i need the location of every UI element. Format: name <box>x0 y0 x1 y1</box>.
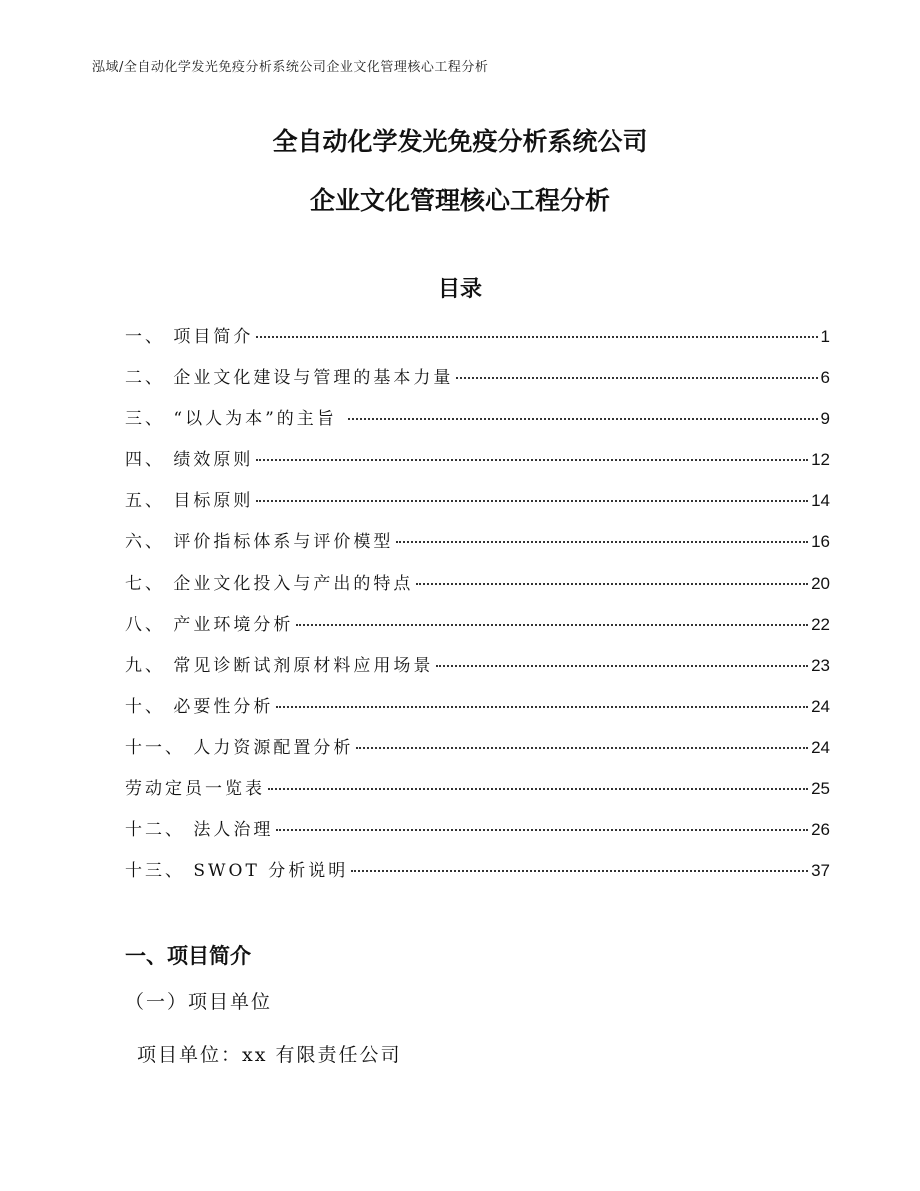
toc-entry-page: 25 <box>811 779 830 799</box>
toc-heading: 目录 <box>437 277 482 302</box>
toc-entry-page: 9 <box>820 409 830 429</box>
toc-entry-number: 七、 <box>125 573 174 594</box>
toc-entry-number: 六、 <box>125 532 174 553</box>
toc-entry-label: 常见诊断试剂原材料应用场景 <box>173 655 434 676</box>
toc-entry-page: 6 <box>820 368 830 388</box>
toc-entry-page: 14 <box>811 491 830 511</box>
section-heading: 一、项目简介 <box>125 944 251 968</box>
toc-entry-label: 人力资源配置分析 <box>193 737 354 758</box>
toc-entry-label: 企业文化建设与管理的基本力量 <box>173 368 454 389</box>
toc-entry-page: 26 <box>811 820 830 840</box>
toc-entry[interactable] <box>125 733 830 774</box>
toc-entry-number: 十一、 <box>125 737 194 758</box>
toc-entry[interactable] <box>125 404 830 445</box>
toc-entry-number: 八、 <box>125 614 174 635</box>
toc-entry-number: 一、 <box>125 327 174 347</box>
toc-entry-page: 1 <box>820 327 830 346</box>
toc-entry-label: 评价指标体系与评价模型 <box>173 532 394 553</box>
toc-leader-dots <box>276 829 808 831</box>
toc-entry[interactable] <box>125 651 830 692</box>
toc-entry[interactable] <box>125 610 830 651</box>
toc-entry-label: 企业文化投入与产出的特点 <box>173 573 414 594</box>
toc-leader-dots <box>456 377 817 379</box>
toc-entry[interactable] <box>125 445 830 486</box>
toc-leader-dots <box>416 583 808 585</box>
toc-entry-label: 项目简介 <box>173 327 254 347</box>
toc-entry-page: 24 <box>811 696 830 716</box>
toc-entry-page: 12 <box>811 450 830 470</box>
toc-leader-dots <box>351 870 808 872</box>
toc-entry-page: 23 <box>811 655 830 675</box>
toc-entry-page: 16 <box>811 532 830 552</box>
toc-entry-label: 目标原则 <box>173 491 254 512</box>
toc-entry[interactable] <box>125 692 830 733</box>
toc-entry-number: 四、 <box>125 450 174 471</box>
toc-entry[interactable] <box>125 774 830 815</box>
subsection-heading: （一）项目单位 <box>125 991 273 1013</box>
toc-leader-dots <box>268 788 808 790</box>
toc-entry-page: 20 <box>811 573 830 593</box>
toc-entry-label: 法人治理 <box>193 820 274 841</box>
toc-leader-dots <box>256 336 817 338</box>
toc-entry-number: 九、 <box>125 655 174 676</box>
running-header: 泓域/全自动化学发光免疫分析系统公司企业文化管理核心工程分析 <box>92 60 489 75</box>
toc-entry-number: 十三、 <box>125 861 194 882</box>
table-of-contents <box>125 322 830 897</box>
toc-leader-dots <box>276 706 808 708</box>
toc-entry[interactable] <box>125 322 830 363</box>
toc-entry-number: 五、 <box>125 491 174 512</box>
toc-leader-dots <box>356 747 808 749</box>
toc-leader-dots <box>396 541 808 543</box>
toc-leader-dots <box>436 665 808 667</box>
document-title-line-2: 企业文化管理核心工程分析 <box>309 186 610 215</box>
toc-entry-label: SWOT 分析说明 <box>193 861 349 882</box>
toc-entry-number: 十、 <box>125 696 174 717</box>
toc-leader-dots <box>348 418 817 420</box>
toc-entry[interactable] <box>125 486 830 527</box>
toc-entry[interactable] <box>125 363 830 404</box>
toc-leader-dots <box>296 624 808 626</box>
toc-entry-label: 产业环境分析 <box>173 614 294 635</box>
toc-entry-page: 22 <box>811 614 830 634</box>
toc-leader-dots <box>256 500 808 502</box>
toc-entry-label: 劳动定员一览表 <box>125 779 265 800</box>
toc-entry[interactable] <box>125 856 830 897</box>
toc-entry-label: “以人为本”的主旨 <box>173 409 346 430</box>
toc-entry-label: 必要性分析 <box>173 696 274 717</box>
toc-entry-label: 绩效原则 <box>173 450 254 471</box>
toc-entry-number: 十二、 <box>125 820 194 841</box>
toc-entry-page: 24 <box>811 737 830 757</box>
toc-entry[interactable] <box>125 569 830 610</box>
toc-entry-number: 三、 <box>125 409 174 430</box>
toc-entry-page: 37 <box>811 861 830 881</box>
toc-entry[interactable] <box>125 527 830 568</box>
toc-entry[interactable] <box>125 815 830 856</box>
toc-entry-number: 二、 <box>125 368 174 389</box>
toc-leader-dots <box>256 459 808 461</box>
body-text: 项目单位：xx 有限责任公司 <box>137 1044 402 1066</box>
document-title-line-1: 全自动化学发光免疫分析系统公司 <box>272 127 648 156</box>
